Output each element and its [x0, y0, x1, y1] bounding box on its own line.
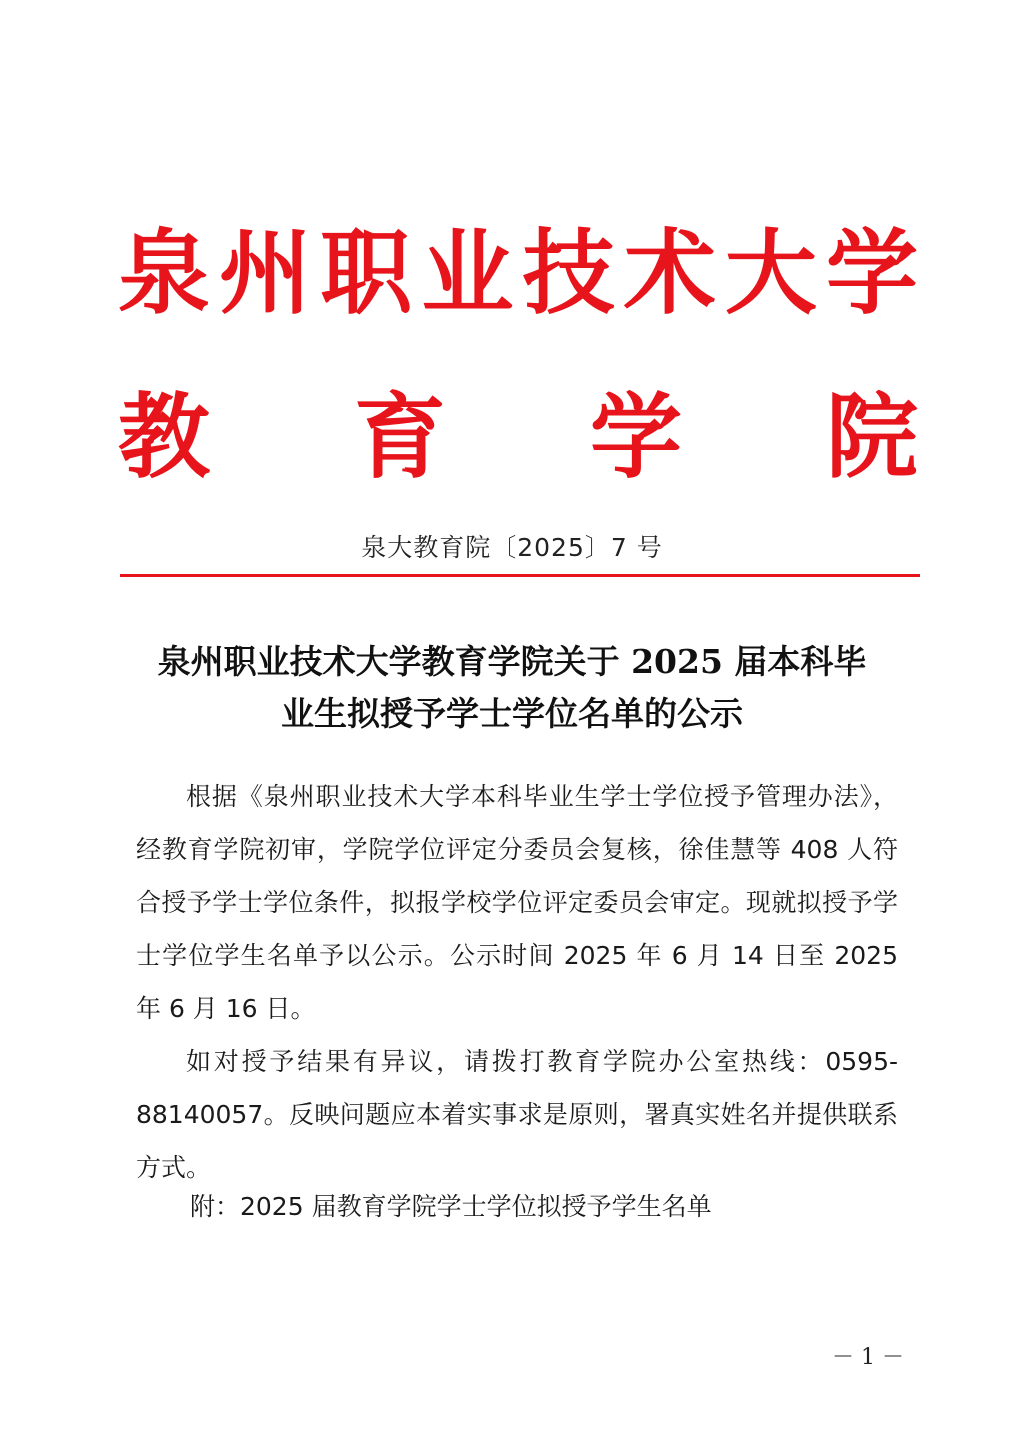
masthead-university-name [118, 218, 918, 328]
document-title [120, 636, 904, 740]
red-divider-line [120, 574, 920, 577]
masthead-char: 州 [219, 219, 312, 327]
masthead-char: 学 [825, 219, 918, 327]
masthead-char: 业 [421, 219, 514, 327]
body-paragraph-2: 如对授予结果有异议，请拨打教育学院办公室热线：0595-88140057。反映问题应本着实事求是原则，署真实姓名并提供联系方式。 [136, 1047, 898, 1182]
masthead-char: 泉 [118, 219, 211, 327]
masthead-char: 学 [589, 383, 682, 491]
document-number: 泉大教育院〔2025〕7 号 [361, 533, 663, 562]
masthead-char: 技 [522, 219, 615, 327]
document-body [136, 770, 898, 1194]
masthead-char: 职 [320, 219, 413, 327]
masthead-char: 大 [724, 219, 817, 327]
title-line-2: 业生拟授予学士学位名单的公示 [281, 694, 743, 733]
attachment-note: 附：2025 届教育学院学士学位拟授予学生名单 [190, 1192, 712, 1221]
body-paragraph-1: 根据《泉州职业技术大学本科毕业生学士学位授予管理办法》，经教育学院初审，学院学位评定分委员会复核，徐佳慧等 408 人符合授予学士学位条件，拟报学校学位评定委员会审定。现就拟授予学士学位学生名单予以公示。公示时间 2025 年 6 月 14 日至 2025 年 6 月 16 日。 [136, 782, 898, 1023]
masthead-char: 教 [118, 383, 211, 491]
title-line-1: 泉州职业技术大学教育学院关于 2025 届本科毕 [157, 642, 867, 681]
masthead-college-name [118, 382, 918, 492]
masthead-char: 育 [353, 383, 446, 491]
page-number: － 1 － [832, 1345, 904, 1370]
masthead-char: 术 [623, 219, 716, 327]
masthead-char: 院 [825, 383, 918, 491]
